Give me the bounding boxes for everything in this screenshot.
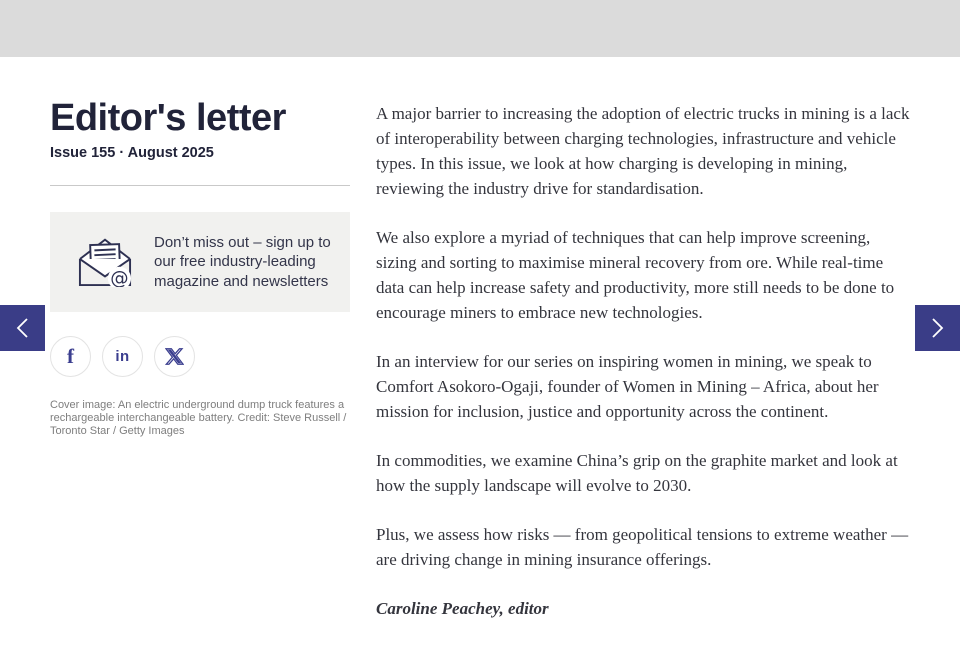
x-twitter-icon — [165, 347, 184, 366]
main-content — [0, 57, 960, 621]
x-twitter-button[interactable] — [154, 336, 195, 377]
left-column — [50, 97, 350, 621]
facebook-button[interactable] — [50, 336, 91, 377]
paragraph: In an interview for our series on inspiring women in mining, we speak to Comfort Asokoro-Ogaji, founder of Women in Mining – Africa, about her mission for inclusion, justice and opportunity across the continent. — [376, 352, 879, 421]
svg-text:@: @ — [110, 267, 129, 287]
linkedin-in-icon: in — [115, 348, 130, 365]
previous-page-button[interactable] — [0, 305, 45, 351]
paragraph: We also explore a myriad of techniques that can help improve screening, sizing and sorting to maximise mineral recovery from ore. While real-time data can help increase safety and productivity, more still needs to be done to encourage miners to embrace new technologies. — [376, 228, 895, 322]
chevron-right-icon — [930, 316, 945, 340]
envelope-at-icon — [74, 233, 136, 292]
newsletter-signup-banner[interactable] — [50, 212, 350, 312]
facebook-f-icon: f — [67, 344, 74, 368]
newsletter-signup-label: Don’t miss out – sign up to our free industry-leading magazine and newsletters — [154, 233, 331, 290]
divider — [50, 185, 350, 186]
page-title: Editor's letter — [50, 97, 286, 139]
cover-image-credit: Cover image: An electric underground dump truck features a rechargeable interchangeable battery. Credit: Steve Russell / Toronto Star / Getty Images — [50, 399, 347, 437]
editor-letter-body — [376, 97, 911, 621]
social-links — [50, 336, 350, 377]
paragraph: In commodities, we examine China’s grip on the graphite market and look at how the supply landscape will evolve to 2030. — [376, 451, 898, 495]
next-page-button[interactable] — [915, 305, 960, 351]
chevron-left-icon — [15, 316, 30, 340]
linkedin-button[interactable] — [102, 336, 143, 377]
paragraph: A major barrier to increasing the adoption of electric trucks in mining is a lack of interoperability between charging technologies, infrastructure and vehicle types. In this issue, we look at how charging is developing in mining, reviewing the industry drive for standardisation. — [376, 104, 910, 198]
top-ad-banner — [0, 0, 960, 57]
paragraph: Plus, we assess how risks — from geopolitical tensions to extreme weather — are driving change in mining insurance offerings. — [376, 525, 909, 569]
editor-signature: Caroline Peachey, editor — [376, 599, 549, 618]
issue-date-label: Issue 155 · August 2025 — [50, 145, 214, 161]
